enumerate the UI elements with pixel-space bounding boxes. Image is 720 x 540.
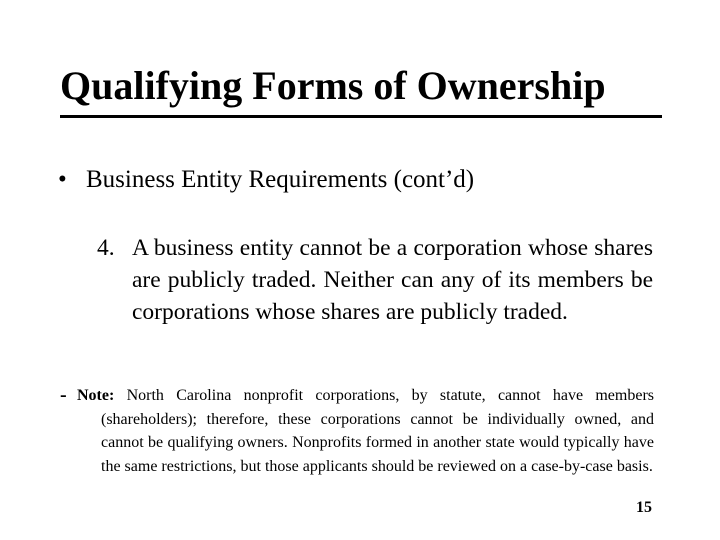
bullet-text: Business Entity Requirements (cont’d): [86, 166, 475, 193]
note-text: North Carolina nonprofit corporations, by statute, cannot have members (shareholders); therefore, these corporations cannot be individually owned, and cannot be qualifying owners. Nonprofits formed in another state would typically have the same restrictions, but those applicants should be reviewed on a case-by-case basis.: [101, 387, 654, 475]
bullet-symbol: •: [58, 166, 67, 193]
numbered-item: [97, 232, 653, 328]
item-text: A business entity cannot be a corporation whose shares are publicly traded. Neither can any of its members be corporations whose shares are publicly traded.: [132, 235, 653, 325]
page-number: 15: [636, 499, 652, 516]
note-dash: -: [60, 384, 67, 406]
bullet-item: [58, 165, 474, 195]
note-body: [77, 384, 654, 478]
title-underline: [60, 115, 662, 118]
note-label: Note:: [77, 387, 115, 404]
slide-title: Qualifying Forms of Ownership: [60, 63, 606, 108]
note-block: [60, 384, 654, 478]
item-number: 4.: [97, 235, 115, 261]
